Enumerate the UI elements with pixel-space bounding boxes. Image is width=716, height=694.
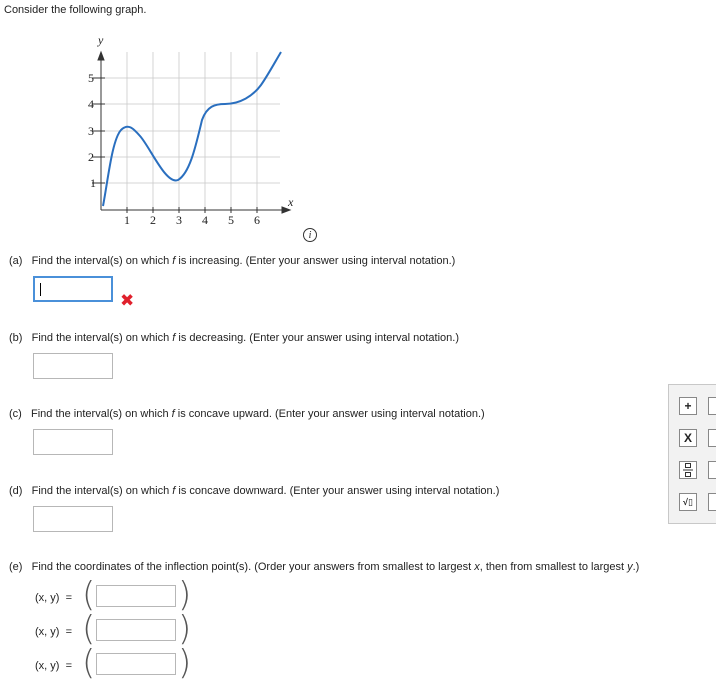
question-b-text-post: is decreasing. (Enter your answer using interval notation.) [175, 332, 460, 344]
question-e-var-y: y [627, 561, 633, 573]
question-d [9, 485, 499, 497]
x-axis-label: x [288, 195, 294, 209]
inflection-point-3-input[interactable] [96, 653, 176, 675]
plus-button[interactable]: + [679, 397, 697, 415]
sqrt-button[interactable]: √▯ [679, 493, 697, 511]
answer-b-input[interactable] [33, 353, 113, 379]
question-a-label: (a) [9, 255, 23, 267]
question-a [9, 255, 455, 267]
question-e-label: (e) [9, 561, 23, 573]
question-d-fn: f [172, 485, 176, 497]
question-e [9, 561, 639, 573]
inflection-point-2-input[interactable] [96, 619, 176, 641]
answer-d-input[interactable] [33, 506, 113, 532]
y-axis-label: y [98, 33, 104, 47]
math-palette [668, 384, 716, 524]
y-tick-label: 3 [88, 124, 94, 138]
palette-button-partial[interactable] [708, 461, 716, 479]
y-tick-label: 1 [90, 176, 96, 190]
y-tick-label: 4 [88, 97, 94, 111]
palette-button-partial[interactable] [708, 429, 716, 447]
y-tick-label: 5 [88, 71, 94, 85]
question-d-label: (d) [9, 485, 23, 497]
question-c-text-post: is concave upward. (Enter your answer using interval notation.) [174, 408, 485, 420]
incorrect-x-icon: ✖ [120, 291, 135, 310]
question-a-text-pre: Find the interval(s) on which [31, 255, 173, 267]
question-c-text-pre: Find the interval(s) on which [31, 408, 172, 420]
question-e-text-pre: Find the coordinates of the inflection point(s). (Order your answers from smallest to largest [31, 561, 475, 573]
question-b-label: (b) [9, 332, 23, 344]
x-tick-label: 6 [254, 213, 260, 227]
question-c-fn: f [171, 408, 175, 420]
y-tick-label: 2 [88, 150, 94, 164]
open-paren: ( [82, 575, 96, 615]
question-c [9, 408, 485, 420]
question-d-text-post: is concave downward. (Enter your answer using interval notation.) [175, 485, 500, 497]
xy-label-text: (x, y) [35, 660, 60, 672]
question-e-text-post: .) [632, 561, 640, 573]
x-tick-label: 2 [150, 213, 156, 227]
x-tick-label: 1 [124, 213, 130, 227]
x-tick-label: 5 [228, 213, 234, 227]
xy-label [35, 626, 72, 638]
equals-sign: = [65, 626, 73, 638]
xy-label-text: (x, y) [35, 592, 60, 604]
palette-button-partial[interactable] [708, 493, 716, 511]
equals-sign: = [65, 592, 73, 604]
equals-sign: = [65, 660, 73, 672]
xy-label [35, 660, 72, 672]
question-d-text-pre: Find the interval(s) on which [31, 485, 173, 497]
answer-a-input[interactable] [33, 276, 113, 302]
x-tick-label: 3 [176, 213, 182, 227]
palette-button-partial[interactable] [708, 397, 716, 415]
fraction-button[interactable] [679, 461, 697, 479]
ticks [92, 78, 257, 213]
question-b-text-pre: Find the interval(s) on which [31, 332, 173, 344]
close-paren: ) [178, 609, 192, 649]
xy-label-text: (x, y) [35, 626, 60, 638]
graph-svg [70, 30, 300, 240]
times-button[interactable]: X [679, 429, 697, 447]
open-paren: ( [82, 609, 96, 649]
xy-label [35, 592, 72, 604]
question-a-text-post: is increasing. (Enter your answer using interval notation.) [175, 255, 456, 267]
info-icon[interactable]: i [303, 228, 317, 242]
question-c-label: (c) [9, 408, 22, 420]
close-paren: ) [178, 575, 192, 615]
question-e-var-x: x [474, 561, 480, 573]
close-paren: ) [178, 643, 192, 683]
fraction-icon [680, 462, 696, 478]
question-e-text-mid: , then from smallest to largest [479, 561, 628, 573]
answer-c-input[interactable] [33, 429, 113, 455]
question-b [9, 332, 459, 344]
text-caret [40, 283, 41, 296]
intro-text: Consider the following graph. [4, 4, 147, 16]
function-graph [70, 30, 300, 240]
question-b-fn: f [172, 332, 176, 344]
x-tick-label: 4 [202, 213, 208, 227]
question-a-fn: f [172, 255, 176, 267]
inflection-point-1-input[interactable] [96, 585, 176, 607]
open-paren: ( [82, 643, 96, 683]
grid-lines [101, 52, 280, 210]
